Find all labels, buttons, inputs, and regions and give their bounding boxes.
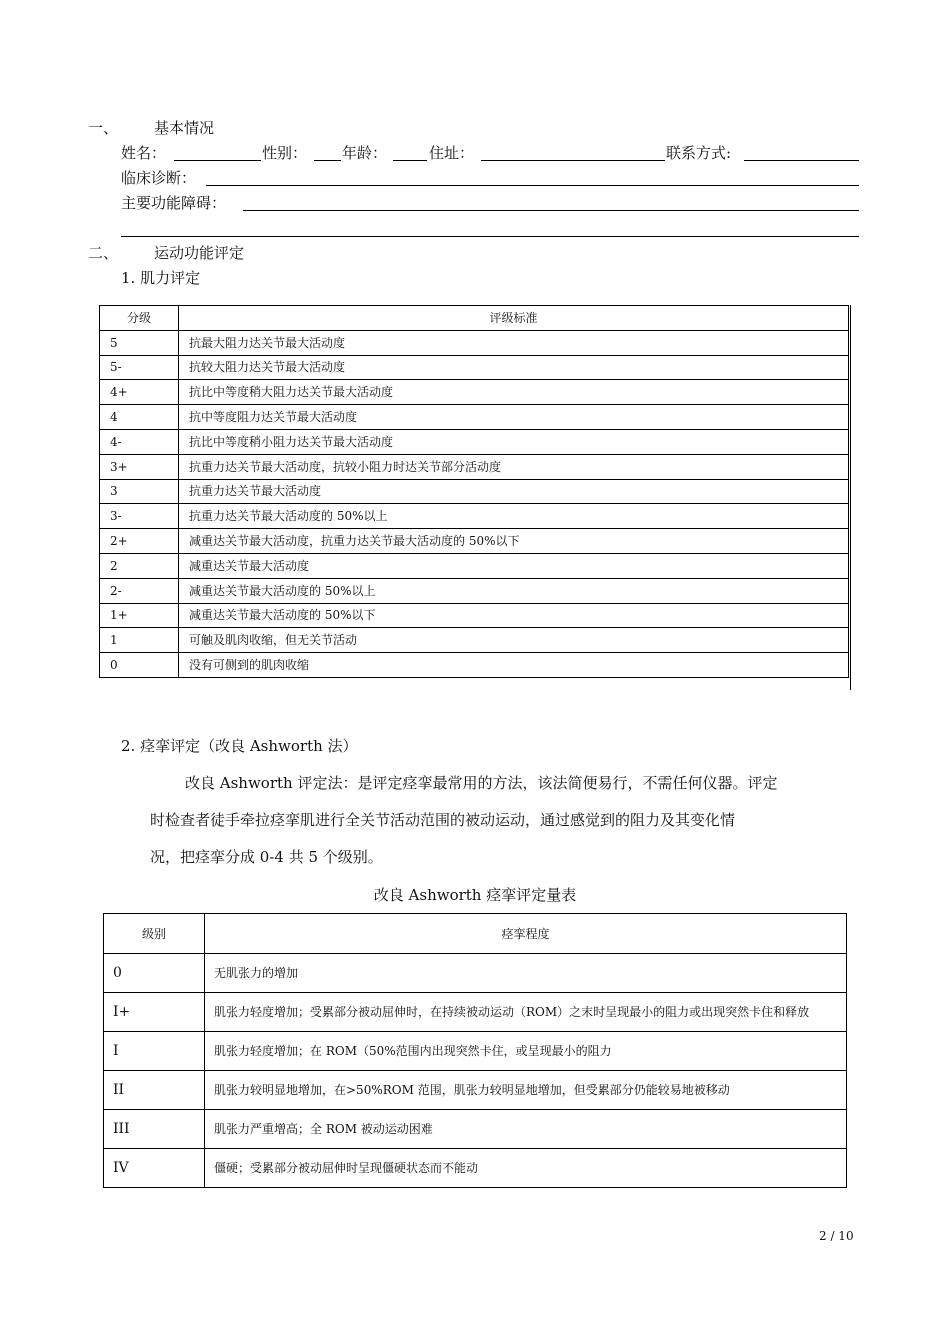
name-label: 姓名： [121,144,167,162]
table-border-accent [850,305,851,690]
contact-label: 联系方式: [666,144,732,162]
table-row [100,603,849,628]
table-row [100,504,849,529]
header-criteria: 评级标准 [179,306,849,331]
disorder-field-line2[interactable] [121,236,859,237]
gender-field[interactable] [314,160,341,161]
degree-cell: 僵硬；受累部分被动屈伸时呈现僵硬状态而不能动 [205,1149,847,1188]
header-grade: 分级 [100,306,179,331]
level-cell: II [104,1071,205,1110]
degree-cell: 肌张力较明显地增加，在>50%ROM 范围，肌张力较明显地增加，但受累部分仍能较易地被移动 [205,1071,847,1110]
diagnosis-label: 临床诊断： [121,169,197,187]
table-row [100,429,849,454]
table-row [100,405,849,430]
section1-heading [88,118,214,138]
criteria-cell: 减重达关节最大活动度，抗重力达关节最大活动度的 50%以下 [179,529,849,554]
table-header-row [100,306,849,331]
criteria-cell: 抗重力达关节最大活动度，抗较小阻力时达关节部分活动度 [179,454,849,479]
section1-number: 一、 [88,119,119,137]
grade-cell: 2- [100,578,179,603]
address-label: 住址： [429,144,475,162]
table-row [104,1071,847,1110]
grade-cell: 1+ [100,603,179,628]
paragraph-line-3: 况，把痉挛分成 0-4 共 5 个级别。 [150,848,383,866]
section2-heading [88,243,244,263]
level-cell: 0 [104,954,205,993]
criteria-cell: 减重达关节最大活动度的 50%以下 [179,603,849,628]
grade-cell: 3- [100,504,179,529]
grade-cell: 2+ [100,529,179,554]
grade-cell: 5- [100,355,179,380]
level-cell: I+ [104,993,205,1032]
degree-cell: 肌张力轻度增加；受累部分被动屈伸时，在持续被动运动（ROM）之末时呈现最小的阻力或出现突然卡住和释放 [205,993,847,1032]
criteria-cell: 可触及肌肉收缩，但无关节活动 [179,628,849,653]
degree-cell: 肌张力严重增高；全 ROM 被动运动困难 [205,1110,847,1149]
criteria-cell: 抗重力达关节最大活动度的 50%以上 [179,504,849,529]
criteria-cell: 抗较大阻力达关节最大活动度 [179,355,849,380]
level-cell: IV [104,1149,205,1188]
table-row [100,330,849,355]
header-level: 级别 [104,914,205,954]
level-cell: III [104,1110,205,1149]
criteria-cell: 抗比中等度稍小阻力达关节最大活动度 [179,429,849,454]
table-row [100,553,849,578]
subsection-spasticity: 2. 痉挛评定（改良 Ashworth 法） [121,737,358,755]
grade-cell: 1 [100,628,179,653]
ashworth-scale-table [103,913,847,1188]
table-row [104,1032,847,1071]
grade-cell: 4 [100,405,179,430]
criteria-cell: 抗比中等度稍大阻力达关节最大活动度 [179,380,849,405]
age-field[interactable] [393,160,427,161]
table-row [100,653,849,678]
section1-title: 基本情况 [154,119,215,137]
table-header-row [104,914,847,954]
table-row [100,380,849,405]
table-row [100,628,849,653]
disorder-field[interactable] [243,210,859,211]
table-row [104,993,847,1032]
diagnosis-field[interactable] [206,185,859,186]
grade-cell: 4+ [100,380,179,405]
criteria-cell: 没有可侧到的肌肉收缩 [179,653,849,678]
table-row [100,355,849,380]
table-row [100,454,849,479]
table-row [100,479,849,504]
table-row [104,954,847,993]
name-field[interactable] [174,160,261,161]
grade-cell: 0 [100,653,179,678]
header-degree: 痉挛程度 [205,914,847,954]
grade-cell: 5 [100,330,179,355]
contact-field[interactable] [744,160,859,161]
grade-cell: 4- [100,429,179,454]
table-row [104,1149,847,1188]
table-row [100,529,849,554]
level-cell: I [104,1032,205,1071]
section2-title: 运动功能评定 [154,244,245,262]
table-row [100,578,849,603]
ashworth-table-title: 改良 Ashworth 痉挛评定量表 [373,886,577,904]
subsection-muscle-strength: 1. 肌力评定 [121,269,201,287]
degree-cell: 肌张力轻度增加；在 ROM（50%范围内出现突然卡住，或呈现最小的阻力 [205,1032,847,1071]
grade-cell: 3 [100,479,179,504]
disorder-label: 主要功能障碍： [121,194,227,212]
criteria-cell: 抗重力达关节最大活动度 [179,479,849,504]
paragraph-line-1: 改良 Ashworth 评定法：是评定痉挛最常用的方法，该法简便易行，不需任何仪器。评定 [185,774,778,792]
criteria-cell: 减重达关节最大活动度的 50%以上 [179,578,849,603]
criteria-cell: 抗中等度阻力达关节最大活动度 [179,405,849,430]
table-row [104,1110,847,1149]
degree-cell: 无肌张力的增加 [205,954,847,993]
criteria-cell: 减重达关节最大活动度 [179,553,849,578]
grade-cell: 3+ [100,454,179,479]
paragraph-line-2: 时检查者徒手牵拉痉挛肌进行全关节活动范围的被动运动，通过感觉到的阻力及其变化情 [150,811,736,829]
criteria-cell: 抗最大阻力达关节最大活动度 [179,330,849,355]
section2-number: 二、 [88,244,119,262]
address-field[interactable] [481,160,665,161]
age-label: 年龄： [342,144,388,162]
grade-cell: 2 [100,553,179,578]
muscle-strength-table [99,305,849,678]
gender-label: 性别： [262,144,308,162]
page-number: 2 / 10 [819,1229,854,1243]
